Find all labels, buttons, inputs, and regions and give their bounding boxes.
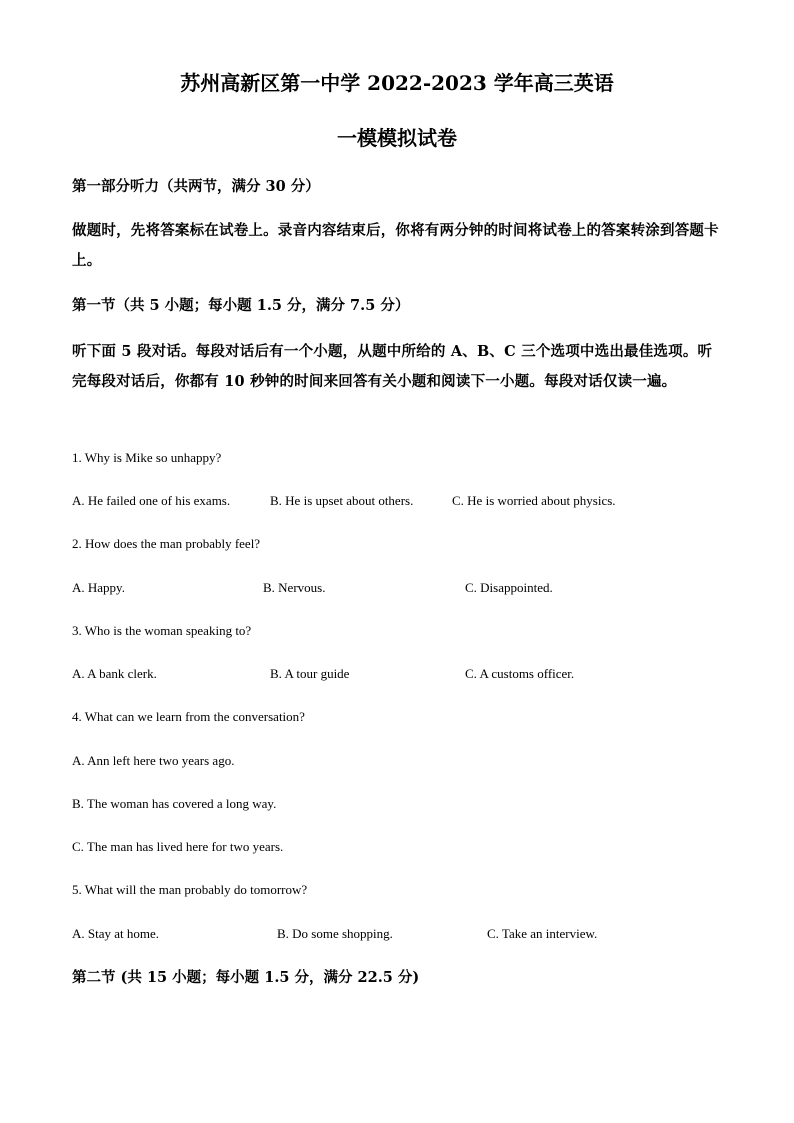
question-3-option-c: C. A customs officer. — [465, 666, 575, 681]
exam-title-line2: 一模模拟试卷 — [337, 126, 457, 150]
question-5-option-c: C. Take an interview. — [487, 926, 598, 941]
question-4-option-a: A. Ann left here two years ago. — [72, 753, 235, 768]
question-1-option-b: B. He is upset about others. — [270, 493, 414, 508]
question-3-option-b: B. A tour guide — [270, 666, 350, 681]
part1-heading: 第一部分听力（共两节，满分 30 分） — [72, 178, 320, 195]
question-5-option-a: A. Stay at home. — [72, 926, 160, 941]
question-2-option-c: C. Disappointed. — [465, 580, 553, 595]
part1-instruction: 做题时，先将答案标在试卷上。录音内容结束后，你将有两分钟的时间将试卷上的答案转涂到答题卡上。 — [72, 222, 719, 269]
question-3-option-a: A. A bank clerk. — [72, 666, 157, 681]
question-1-option-a: A. He failed one of his exams. — [72, 493, 231, 508]
exam-title-line1: 苏州高新区第一中学 2022-2023 学年高三英语 — [180, 71, 614, 95]
question-1-stem: 1. Why is Mike so unhappy? — [72, 450, 222, 465]
question-2-stem: 2. How does the man probably feel? — [72, 536, 261, 551]
question-1-option-c: C. He is worried about physics. — [452, 493, 616, 508]
section2-heading: 第二节 (共 15 小题；每小题 1.5 分，满分 22.5 分) — [72, 969, 420, 986]
question-4-option-c: C. The man has lived here for two years. — [72, 839, 284, 854]
question-2-option-b: B. Nervous. — [263, 580, 326, 595]
question-3-stem: 3. Who is the woman speaking to? — [72, 623, 252, 638]
question-5-stem: 5. What will the man probably do tomorrow? — [72, 882, 308, 897]
question-5-option-b: B. Do some shopping. — [277, 926, 393, 941]
question-4-stem: 4. What can we learn from the conversation? — [72, 709, 305, 724]
question-4-option-b: B. The woman has covered a long way. — [72, 796, 277, 811]
section1-heading: 第一节（共 5 小题；每小题 1.5 分，满分 7.5 分） — [72, 297, 410, 314]
section1-instruction: 听下面 5 段对话。每段对话后有一个小题，从题中所给的 A、B、C 三个选项中选出最佳选项。听完每段对话后，你都有 10 秒钟的时间来回答有关小题和阅读下一小题。每段对话仅读一遍。 — [72, 343, 713, 390]
question-2-option-a: A. Happy. — [72, 580, 125, 595]
